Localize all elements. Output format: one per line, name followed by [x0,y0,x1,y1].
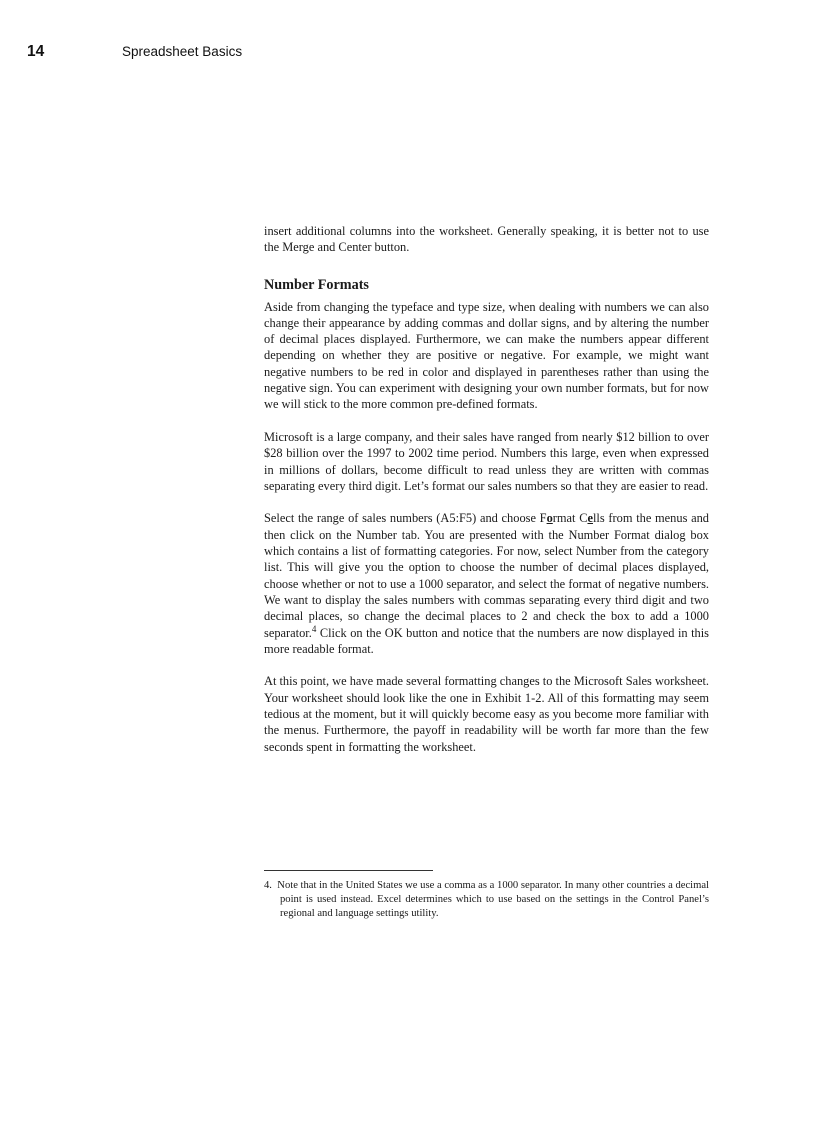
menu-hotkey-e: e [587,511,593,526]
footnote-divider [264,870,433,871]
footnote-reference: 4 [311,623,317,634]
section-heading: Number Formats [264,276,369,293]
p3-text-a: Select the range of sales numbers (A5:F5) and choose F [264,511,547,526]
footnote-number: 4. [264,880,272,891]
footnote-text: Note that in the United States we use a comma as a 1000 separator. In many other countries a decimal point is used instead. Excel determines which to use based on the settings in the Control Panel’s regional and language settings utility. [277,880,710,919]
p3-text-e: lls from the menus and then click on the Number tab. You are presented with the Number Format dialog box which contains a list of formatting categories. For now, select Number from the category list. This will give you the option to choose the number of decimal places displayed, choose whether or not to use a 1000 separator, and select the format of negative numbers. We want to display the sales numbers with commas separating every third digit and two decimal places, so change the decimal places to 2 and check the box to add a 1000 separator. [264,511,710,640]
intro-paragraph: insert additional columns into the worksheet. Generally speaking, it is better not to use the Merge and Center button. [264,224,709,255]
p3-text-c: rmat C [552,511,588,526]
running-title: Spreadsheet Basics [122,44,243,59]
footnote [264,879,709,920]
page-number: 14 [27,43,45,60]
p3-text-f: Click on the OK button and notice that the numbers are now displayed in this more readable format. [264,625,709,656]
paragraph-3 [264,510,709,657]
menu-hotkey-o: o [546,511,553,526]
body-text [264,223,709,771]
paragraph-4: At this point, we have made several formatting changes to the Microsoft Sales worksheet. Your worksheet should look like the one in Exhibit 1-2. All of this formatting may seem tedious at the moment, but it will quickly become easy as you become more familiar with the menus. Furthermore, the payoff in readability will be worth far more than the few seconds spent in formatting the worksheet. [264,674,709,754]
paragraph-1: Aside from changing the typeface and type size, when dealing with numbers we can also change their appearance by adding commas and dollar signs, and by altering the number of decimal places displayed. Furthermore, we can make the numbers appear different depending on whether they are positive or negative. For example, we might want negative numbers to be red in color and displayed in parentheses rather than using the negative sign. You can experiment with designing your own number formats, but for now we will stick to the more common pre-defined formats. [264,299,709,412]
paragraph-2: Microsoft is a large company, and their sales have ranged from nearly $12 billion to over $28 billion over the 1997 to 2002 time period. Numbers this large, even when expressed in millions of dollars, become difficult to read unless they are written with commas separating every third digit. Let’s format our sales numbers so that they are easier to read. [264,429,709,493]
